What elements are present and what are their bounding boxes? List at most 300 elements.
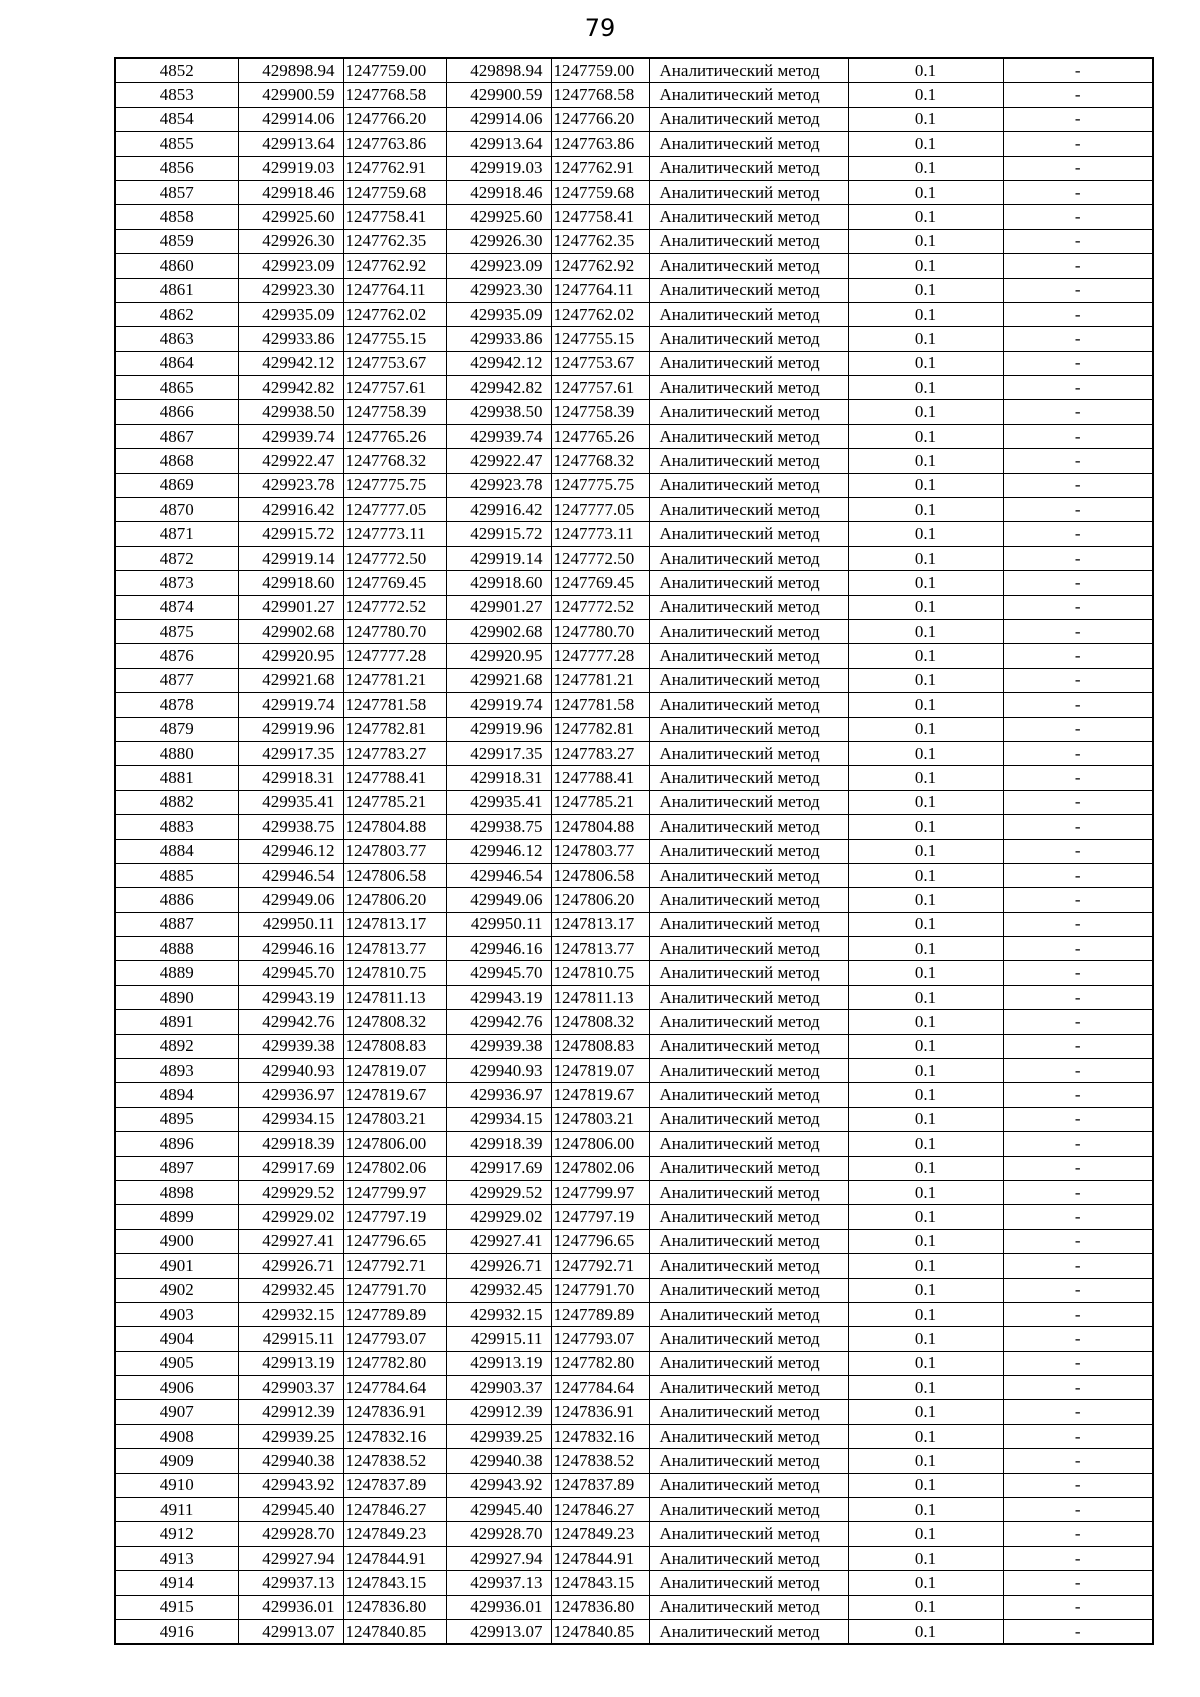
table-row xyxy=(115,132,1153,156)
y-coordinate-cell: 1247792.71 xyxy=(343,1254,446,1278)
table-row xyxy=(115,254,1153,278)
y-coordinate-cell: 1247772.50 xyxy=(343,546,446,570)
note-cell: - xyxy=(1003,1327,1153,1351)
y-coordinate-cell: 1247766.20 xyxy=(343,107,446,131)
x-coordinate-cell: 429916.42 xyxy=(238,498,343,522)
x-coordinate-repeat-cell: 429919.96 xyxy=(446,717,551,741)
x-coordinate-cell: 429917.69 xyxy=(238,1156,343,1180)
y-coordinate-cell: 1247838.52 xyxy=(343,1449,446,1473)
x-coordinate-cell: 429932.15 xyxy=(238,1302,343,1326)
y-coordinate-repeat-cell: 1247840.85 xyxy=(551,1620,649,1645)
y-coordinate-repeat-cell: 1247836.80 xyxy=(551,1595,649,1619)
accuracy-cell: 0.1 xyxy=(848,1449,1003,1473)
point-number-cell: 4876 xyxy=(115,644,238,668)
x-coordinate-repeat-cell: 429945.40 xyxy=(446,1498,551,1522)
y-coordinate-repeat-cell: 1247836.91 xyxy=(551,1400,649,1424)
method-cell: Аналитический метод xyxy=(649,278,848,302)
y-coordinate-cell: 1247808.32 xyxy=(343,1010,446,1034)
y-coordinate-repeat-cell: 1247844.91 xyxy=(551,1546,649,1570)
x-coordinate-cell: 429929.02 xyxy=(238,1205,343,1229)
method-cell: Аналитический метод xyxy=(649,888,848,912)
x-coordinate-cell: 429913.07 xyxy=(238,1620,343,1645)
y-coordinate-cell: 1247808.83 xyxy=(343,1034,446,1058)
accuracy-cell: 0.1 xyxy=(848,498,1003,522)
point-number-cell: 4874 xyxy=(115,595,238,619)
table-row xyxy=(115,376,1153,400)
point-number-cell: 4869 xyxy=(115,473,238,497)
table-row xyxy=(115,205,1153,229)
note-cell: - xyxy=(1003,400,1153,424)
point-number-cell: 4900 xyxy=(115,1229,238,1253)
y-coordinate-cell: 1247783.27 xyxy=(343,741,446,765)
y-coordinate-repeat-cell: 1247763.86 xyxy=(551,132,649,156)
point-number-cell: 4907 xyxy=(115,1400,238,1424)
note-cell: - xyxy=(1003,1571,1153,1595)
point-number-cell: 4857 xyxy=(115,180,238,204)
method-cell: Аналитический метод xyxy=(649,1620,848,1645)
accuracy-cell: 0.1 xyxy=(848,1327,1003,1351)
accuracy-cell: 0.1 xyxy=(848,1132,1003,1156)
x-coordinate-cell: 429942.12 xyxy=(238,351,343,375)
y-coordinate-cell: 1247806.58 xyxy=(343,863,446,887)
x-coordinate-repeat-cell: 429918.31 xyxy=(446,766,551,790)
point-number-cell: 4902 xyxy=(115,1278,238,1302)
point-number-cell: 4866 xyxy=(115,400,238,424)
y-coordinate-repeat-cell: 1247765.26 xyxy=(551,424,649,448)
table-row xyxy=(115,985,1153,1009)
x-coordinate-repeat-cell: 429939.38 xyxy=(446,1034,551,1058)
point-number-cell: 4856 xyxy=(115,156,238,180)
table-row xyxy=(115,937,1153,961)
y-coordinate-repeat-cell: 1247768.58 xyxy=(551,83,649,107)
table-row xyxy=(115,400,1153,424)
point-number-cell: 4855 xyxy=(115,132,238,156)
table-row xyxy=(115,1302,1153,1326)
x-coordinate-cell: 429938.50 xyxy=(238,400,343,424)
table-row xyxy=(115,1376,1153,1400)
table-row xyxy=(115,1571,1153,1595)
point-number-cell: 4880 xyxy=(115,741,238,765)
accuracy-cell: 0.1 xyxy=(848,1278,1003,1302)
x-coordinate-cell: 429945.40 xyxy=(238,1498,343,1522)
table-row xyxy=(115,619,1153,643)
table-row xyxy=(115,1083,1153,1107)
y-coordinate-cell: 1247762.02 xyxy=(343,302,446,326)
point-number-cell: 4875 xyxy=(115,619,238,643)
x-coordinate-repeat-cell: 429939.74 xyxy=(446,424,551,448)
point-number-cell: 4859 xyxy=(115,229,238,253)
x-coordinate-cell: 429932.45 xyxy=(238,1278,343,1302)
y-coordinate-repeat-cell: 1247811.13 xyxy=(551,985,649,1009)
y-coordinate-repeat-cell: 1247843.15 xyxy=(551,1571,649,1595)
note-cell: - xyxy=(1003,1059,1153,1083)
accuracy-cell: 0.1 xyxy=(848,278,1003,302)
y-coordinate-repeat-cell: 1247753.67 xyxy=(551,351,649,375)
method-cell: Аналитический метод xyxy=(649,985,848,1009)
x-coordinate-cell: 429919.74 xyxy=(238,693,343,717)
x-coordinate-cell: 429926.71 xyxy=(238,1254,343,1278)
method-cell: Аналитический метод xyxy=(649,619,848,643)
y-coordinate-cell: 1247762.92 xyxy=(343,254,446,278)
accuracy-cell: 0.1 xyxy=(848,693,1003,717)
table-row xyxy=(115,180,1153,204)
x-coordinate-repeat-cell: 429934.15 xyxy=(446,1107,551,1131)
y-coordinate-repeat-cell: 1247793.07 xyxy=(551,1327,649,1351)
y-coordinate-repeat-cell: 1247782.80 xyxy=(551,1351,649,1375)
method-cell: Аналитический метод xyxy=(649,1059,848,1083)
point-number-cell: 4912 xyxy=(115,1522,238,1546)
method-cell: Аналитический метод xyxy=(649,498,848,522)
y-coordinate-cell: 1247840.85 xyxy=(343,1620,446,1645)
method-cell: Аналитический метод xyxy=(649,595,848,619)
point-number-cell: 4883 xyxy=(115,815,238,839)
point-number-cell: 4872 xyxy=(115,546,238,570)
y-coordinate-repeat-cell: 1247788.41 xyxy=(551,766,649,790)
y-coordinate-repeat-cell: 1247772.52 xyxy=(551,595,649,619)
x-coordinate-cell: 429933.86 xyxy=(238,327,343,351)
note-cell: - xyxy=(1003,1424,1153,1448)
x-coordinate-cell: 429939.25 xyxy=(238,1424,343,1448)
note-cell: - xyxy=(1003,888,1153,912)
table-row xyxy=(115,1059,1153,1083)
accuracy-cell: 0.1 xyxy=(848,132,1003,156)
x-coordinate-repeat-cell: 429936.97 xyxy=(446,1083,551,1107)
point-number-cell: 4886 xyxy=(115,888,238,912)
accuracy-cell: 0.1 xyxy=(848,424,1003,448)
y-coordinate-repeat-cell: 1247780.70 xyxy=(551,619,649,643)
accuracy-cell: 0.1 xyxy=(848,449,1003,473)
point-number-cell: 4852 xyxy=(115,58,238,83)
note-cell: - xyxy=(1003,473,1153,497)
y-coordinate-cell: 1247758.39 xyxy=(343,400,446,424)
accuracy-cell: 0.1 xyxy=(848,1034,1003,1058)
note-cell: - xyxy=(1003,1083,1153,1107)
note-cell: - xyxy=(1003,1376,1153,1400)
accuracy-cell: 0.1 xyxy=(848,254,1003,278)
method-cell: Аналитический метод xyxy=(649,58,848,83)
x-coordinate-cell: 429943.92 xyxy=(238,1473,343,1497)
x-coordinate-repeat-cell: 429918.46 xyxy=(446,180,551,204)
point-number-cell: 4854 xyxy=(115,107,238,131)
table-row xyxy=(115,717,1153,741)
y-coordinate-repeat-cell: 1247808.32 xyxy=(551,1010,649,1034)
y-coordinate-cell: 1247791.70 xyxy=(343,1278,446,1302)
y-coordinate-cell: 1247799.97 xyxy=(343,1180,446,1204)
table-row xyxy=(115,1156,1153,1180)
point-number-cell: 4913 xyxy=(115,1546,238,1570)
table-row xyxy=(115,1180,1153,1204)
point-number-cell: 4879 xyxy=(115,717,238,741)
point-number-cell: 4904 xyxy=(115,1327,238,1351)
note-cell: - xyxy=(1003,522,1153,546)
accuracy-cell: 0.1 xyxy=(848,302,1003,326)
accuracy-cell: 0.1 xyxy=(848,741,1003,765)
table-row xyxy=(115,571,1153,595)
y-coordinate-cell: 1247772.52 xyxy=(343,595,446,619)
point-number-cell: 4873 xyxy=(115,571,238,595)
coordinates-table xyxy=(114,57,1154,1645)
y-coordinate-repeat-cell: 1247768.32 xyxy=(551,449,649,473)
method-cell: Аналитический метод xyxy=(649,1034,848,1058)
x-coordinate-cell: 429925.60 xyxy=(238,205,343,229)
y-coordinate-repeat-cell: 1247762.35 xyxy=(551,229,649,253)
accuracy-cell: 0.1 xyxy=(848,1424,1003,1448)
method-cell: Аналитический метод xyxy=(649,1571,848,1595)
note-cell: - xyxy=(1003,1473,1153,1497)
note-cell: - xyxy=(1003,1302,1153,1326)
method-cell: Аналитический метод xyxy=(649,1205,848,1229)
accuracy-cell: 0.1 xyxy=(848,376,1003,400)
y-coordinate-repeat-cell: 1247762.02 xyxy=(551,302,649,326)
y-coordinate-repeat-cell: 1247755.15 xyxy=(551,327,649,351)
table-row xyxy=(115,1205,1153,1229)
point-number-cell: 4915 xyxy=(115,1595,238,1619)
note-cell: - xyxy=(1003,376,1153,400)
table-row xyxy=(115,815,1153,839)
x-coordinate-repeat-cell: 429927.94 xyxy=(446,1546,551,1570)
table-row xyxy=(115,888,1153,912)
x-coordinate-repeat-cell: 429898.94 xyxy=(446,58,551,83)
x-coordinate-repeat-cell: 429917.69 xyxy=(446,1156,551,1180)
y-coordinate-cell: 1247782.80 xyxy=(343,1351,446,1375)
x-coordinate-repeat-cell: 429938.50 xyxy=(446,400,551,424)
note-cell: - xyxy=(1003,58,1153,83)
table-row xyxy=(115,302,1153,326)
point-number-cell: 4860 xyxy=(115,254,238,278)
x-coordinate-repeat-cell: 429940.38 xyxy=(446,1449,551,1473)
accuracy-cell: 0.1 xyxy=(848,1522,1003,1546)
x-coordinate-repeat-cell: 429919.74 xyxy=(446,693,551,717)
accuracy-cell: 0.1 xyxy=(848,790,1003,814)
point-number-cell: 4882 xyxy=(115,790,238,814)
table-row xyxy=(115,327,1153,351)
accuracy-cell: 0.1 xyxy=(848,180,1003,204)
accuracy-cell: 0.1 xyxy=(848,1010,1003,1034)
accuracy-cell: 0.1 xyxy=(848,985,1003,1009)
table-row xyxy=(115,961,1153,985)
method-cell: Аналитический метод xyxy=(649,473,848,497)
method-cell: Аналитический метод xyxy=(649,1254,848,1278)
x-coordinate-repeat-cell: 429915.72 xyxy=(446,522,551,546)
point-number-cell: 4908 xyxy=(115,1424,238,1448)
table-row xyxy=(115,83,1153,107)
x-coordinate-cell: 429927.94 xyxy=(238,1546,343,1570)
x-coordinate-cell: 429945.70 xyxy=(238,961,343,985)
point-number-cell: 4864 xyxy=(115,351,238,375)
y-coordinate-repeat-cell: 1247804.88 xyxy=(551,815,649,839)
point-number-cell: 4906 xyxy=(115,1376,238,1400)
y-coordinate-repeat-cell: 1247759.00 xyxy=(551,58,649,83)
y-coordinate-repeat-cell: 1247782.81 xyxy=(551,717,649,741)
point-number-cell: 4858 xyxy=(115,205,238,229)
x-coordinate-cell: 429942.76 xyxy=(238,1010,343,1034)
x-coordinate-repeat-cell: 429902.68 xyxy=(446,619,551,643)
note-cell: - xyxy=(1003,1595,1153,1619)
note-cell: - xyxy=(1003,1400,1153,1424)
method-cell: Аналитический метод xyxy=(649,644,848,668)
table-row xyxy=(115,546,1153,570)
point-number-cell: 4891 xyxy=(115,1010,238,1034)
x-coordinate-cell: 429919.96 xyxy=(238,717,343,741)
table-row xyxy=(115,522,1153,546)
accuracy-cell: 0.1 xyxy=(848,1156,1003,1180)
x-coordinate-repeat-cell: 429918.39 xyxy=(446,1132,551,1156)
x-coordinate-repeat-cell: 429936.01 xyxy=(446,1595,551,1619)
point-number-cell: 4884 xyxy=(115,839,238,863)
y-coordinate-cell: 1247836.91 xyxy=(343,1400,446,1424)
point-number-cell: 4890 xyxy=(115,985,238,1009)
x-coordinate-repeat-cell: 429929.52 xyxy=(446,1180,551,1204)
x-coordinate-repeat-cell: 429900.59 xyxy=(446,83,551,107)
method-cell: Аналитический метод xyxy=(649,400,848,424)
x-coordinate-cell: 429903.37 xyxy=(238,1376,343,1400)
table-row xyxy=(115,229,1153,253)
table-row xyxy=(115,1473,1153,1497)
y-coordinate-cell: 1247759.68 xyxy=(343,180,446,204)
y-coordinate-cell: 1247780.70 xyxy=(343,619,446,643)
point-number-cell: 4892 xyxy=(115,1034,238,1058)
x-coordinate-cell: 429918.46 xyxy=(238,180,343,204)
method-cell: Аналитический метод xyxy=(649,790,848,814)
table-row xyxy=(115,839,1153,863)
y-coordinate-cell: 1247803.21 xyxy=(343,1107,446,1131)
x-coordinate-cell: 429898.94 xyxy=(238,58,343,83)
y-coordinate-cell: 1247769.45 xyxy=(343,571,446,595)
x-coordinate-cell: 429934.15 xyxy=(238,1107,343,1131)
accuracy-cell: 0.1 xyxy=(848,1473,1003,1497)
method-cell: Аналитический метод xyxy=(649,571,848,595)
method-cell: Аналитический метод xyxy=(649,961,848,985)
accuracy-cell: 0.1 xyxy=(848,546,1003,570)
table-row xyxy=(115,58,1153,83)
point-number-cell: 4878 xyxy=(115,693,238,717)
y-coordinate-repeat-cell: 1247783.27 xyxy=(551,741,649,765)
x-coordinate-cell: 429937.13 xyxy=(238,1571,343,1595)
x-coordinate-repeat-cell: 429923.78 xyxy=(446,473,551,497)
x-coordinate-repeat-cell: 429917.35 xyxy=(446,741,551,765)
table-row xyxy=(115,1327,1153,1351)
x-coordinate-cell: 429926.30 xyxy=(238,229,343,253)
y-coordinate-cell: 1247785.21 xyxy=(343,790,446,814)
accuracy-cell: 0.1 xyxy=(848,83,1003,107)
point-number-cell: 4853 xyxy=(115,83,238,107)
point-number-cell: 4889 xyxy=(115,961,238,985)
y-coordinate-cell: 1247796.65 xyxy=(343,1229,446,1253)
note-cell: - xyxy=(1003,985,1153,1009)
accuracy-cell: 0.1 xyxy=(848,644,1003,668)
note-cell: - xyxy=(1003,1107,1153,1131)
point-number-cell: 4867 xyxy=(115,424,238,448)
x-coordinate-repeat-cell: 429939.25 xyxy=(446,1424,551,1448)
table-row xyxy=(115,790,1153,814)
accuracy-cell: 0.1 xyxy=(848,522,1003,546)
method-cell: Аналитический метод xyxy=(649,1546,848,1570)
y-coordinate-repeat-cell: 1247775.75 xyxy=(551,473,649,497)
y-coordinate-cell: 1247789.89 xyxy=(343,1302,446,1326)
method-cell: Аналитический метод xyxy=(649,937,848,961)
method-cell: Аналитический метод xyxy=(649,1424,848,1448)
table-row xyxy=(115,424,1153,448)
x-coordinate-cell: 429950.11 xyxy=(238,912,343,936)
accuracy-cell: 0.1 xyxy=(848,1376,1003,1400)
table-row xyxy=(115,1034,1153,1058)
note-cell: - xyxy=(1003,1010,1153,1034)
x-coordinate-repeat-cell: 429950.11 xyxy=(446,912,551,936)
table-row xyxy=(115,449,1153,473)
x-coordinate-cell: 429939.74 xyxy=(238,424,343,448)
y-coordinate-repeat-cell: 1247773.11 xyxy=(551,522,649,546)
x-coordinate-cell: 429912.39 xyxy=(238,1400,343,1424)
x-coordinate-repeat-cell: 429918.60 xyxy=(446,571,551,595)
x-coordinate-repeat-cell: 429916.42 xyxy=(446,498,551,522)
y-coordinate-repeat-cell: 1247796.65 xyxy=(551,1229,649,1253)
method-cell: Аналитический метод xyxy=(649,1376,848,1400)
x-coordinate-cell: 429938.75 xyxy=(238,815,343,839)
y-coordinate-cell: 1247775.75 xyxy=(343,473,446,497)
x-coordinate-cell: 429936.97 xyxy=(238,1083,343,1107)
note-cell: - xyxy=(1003,1034,1153,1058)
x-coordinate-cell: 429935.09 xyxy=(238,302,343,326)
x-coordinate-repeat-cell: 429919.14 xyxy=(446,546,551,570)
method-cell: Аналитический метод xyxy=(649,1351,848,1375)
table-row xyxy=(115,1107,1153,1131)
y-coordinate-cell: 1247806.00 xyxy=(343,1132,446,1156)
y-coordinate-cell: 1247764.11 xyxy=(343,278,446,302)
x-coordinate-cell: 429928.70 xyxy=(238,1522,343,1546)
method-cell: Аналитический метод xyxy=(649,1302,848,1326)
note-cell: - xyxy=(1003,1278,1153,1302)
note-cell: - xyxy=(1003,693,1153,717)
method-cell: Аналитический метод xyxy=(649,912,848,936)
table-row xyxy=(115,693,1153,717)
x-coordinate-repeat-cell: 429932.45 xyxy=(446,1278,551,1302)
x-coordinate-cell: 429921.68 xyxy=(238,668,343,692)
point-number-cell: 4868 xyxy=(115,449,238,473)
note-cell: - xyxy=(1003,961,1153,985)
y-coordinate-repeat-cell: 1247806.00 xyxy=(551,1132,649,1156)
method-cell: Аналитический метод xyxy=(649,1595,848,1619)
x-coordinate-repeat-cell: 429946.12 xyxy=(446,839,551,863)
method-cell: Аналитический метод xyxy=(649,1107,848,1131)
x-coordinate-cell: 429949.06 xyxy=(238,888,343,912)
point-number-cell: 4901 xyxy=(115,1254,238,1278)
y-coordinate-repeat-cell: 1247784.64 xyxy=(551,1376,649,1400)
note-cell: - xyxy=(1003,1351,1153,1375)
table-row xyxy=(115,1620,1153,1645)
x-coordinate-cell: 429942.82 xyxy=(238,376,343,400)
x-coordinate-cell: 429946.54 xyxy=(238,863,343,887)
method-cell: Аналитический метод xyxy=(649,546,848,570)
y-coordinate-cell: 1247844.91 xyxy=(343,1546,446,1570)
x-coordinate-repeat-cell: 429913.64 xyxy=(446,132,551,156)
point-number-cell: 4914 xyxy=(115,1571,238,1595)
accuracy-cell: 0.1 xyxy=(848,229,1003,253)
method-cell: Аналитический метод xyxy=(649,1180,848,1204)
method-cell: Аналитический метод xyxy=(649,1498,848,1522)
x-coordinate-repeat-cell: 429927.41 xyxy=(446,1229,551,1253)
note-cell: - xyxy=(1003,766,1153,790)
y-coordinate-cell: 1247777.05 xyxy=(343,498,446,522)
note-cell: - xyxy=(1003,229,1153,253)
accuracy-cell: 0.1 xyxy=(848,1302,1003,1326)
x-coordinate-repeat-cell: 429949.06 xyxy=(446,888,551,912)
y-coordinate-repeat-cell: 1247797.19 xyxy=(551,1205,649,1229)
table-row xyxy=(115,1546,1153,1570)
method-cell: Аналитический метод xyxy=(649,424,848,448)
method-cell: Аналитический метод xyxy=(649,717,848,741)
note-cell: - xyxy=(1003,156,1153,180)
method-cell: Аналитический метод xyxy=(649,205,848,229)
